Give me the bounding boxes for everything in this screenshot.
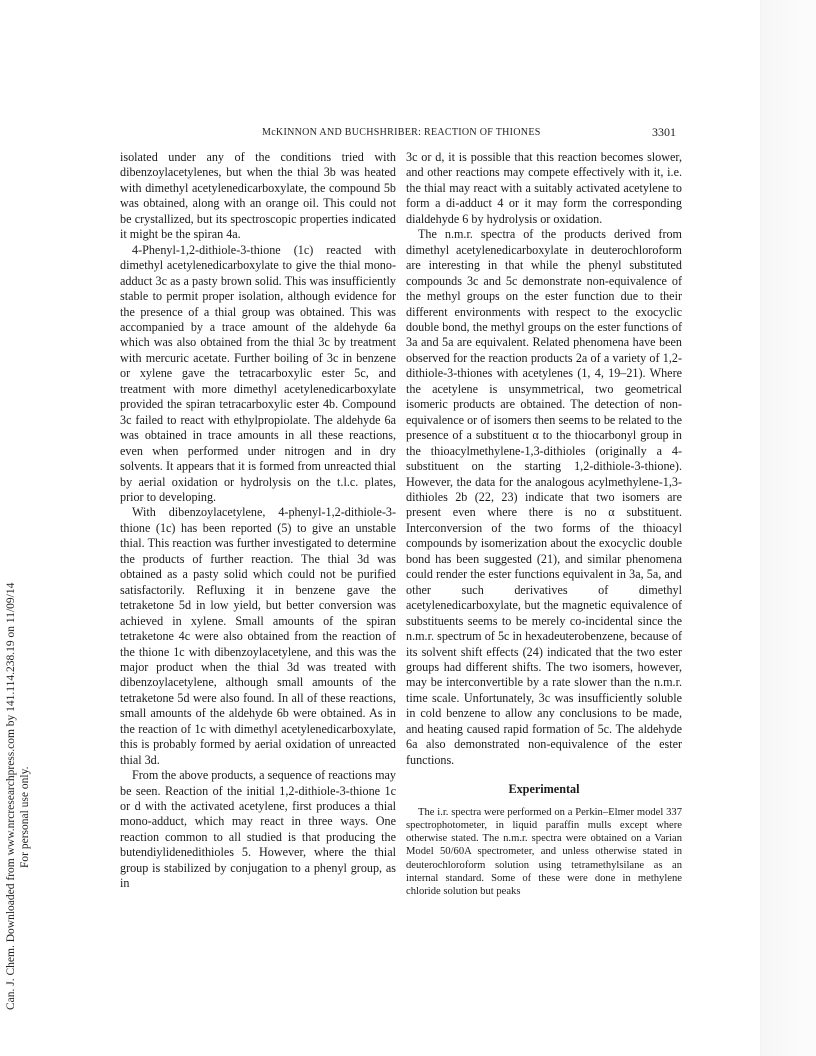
paragraph: From the above products, a sequence of reactions may be seen. Reaction of the initial 1,2-dithiole-3-thione 1c or d with the activated acetylene, first produces a thial mono-adduct, which may react in three ways. One reaction common to all studied is that producing the butendiylidenedithioles 5. However, where the thial group is stabilized by conjugation to a phenyl group, as in xyxy=(120,768,396,891)
paragraph: With dibenzoylacetylene, 4-phenyl-1,2-dithiole-3-thione (1c) has been reported (5) to give an unstable thial. This reaction was further investigated to determine the products of further reaction. The thial 3d was obtained as a pasty solid which could not be purified satisfactorily. Refluxing it in benzene gave the tetraketone 5d in low yield, but better conversion was achieved in xylene. Small amounts of the spiran tetraketone 4c were also obtained from the reaction of the thione 1c with dibenzoylacetylene, and this was the major product when the thial 3d was treated with dibenzoylacetylene, although small amounts of the tetraketone 5d were also found. In all of these reactions, small amounts of the aldehyde 6b were obtained. As in the reaction of 1c with dimethyl acetylenedicarboxylate, this is probably formed by aerial oxidation of unreacted thial 3d. xyxy=(120,505,396,767)
paragraph: isolated under any of the conditions tried with dibenzoylacetylenes, but when the thial 3b was heated with dimethyl acetylenedicarboxylate, the compound 5b was obtained, along with an orange oil. This could not be crystallized, but its spectroscopic properties indicated it might be the spiran 4a. xyxy=(120,150,396,242)
paragraph: The n.m.r. spectra of the products derived from dimethyl acetylenedicarboxylate in deuterochloroform are interesting in that while the phenyl substituted compounds 3c and 5c demonstrate non-equivalence of the methyl groups on the ester function due to their different environments with respect to the exocyclic double bond, the methyl groups on the ester functions of 3a and 5a are equivalent. Related phenomena have been observed for the reaction products 2a of a variety of 1,2-dithiole-3-thiones with acetylenes (1, 4, 19–21). Where the acetylene is unsymmetrical, two geometrical isomeric products are obtained. The detection of non-equivalence or of isomers then seems to be related to the presence of a substituent α to the thiocarbonyl group in the thioacylmethylene-1,3-dithioles (originally a 4-substituent on the starting 1,2-dithiole-3-thione). However, the data for the analogous acylmethylene-1,3-dithioles 2b (22, 23) indicate that two isomers are present even where there is no α substituent. Interconversion of the two forms of the thioacyl compounds by isomerization about the exocyclic double bond has been suggested (21), and similar phenomena could render the ester functions equivalent in 3a, 5a, and other such derivatives of dimethyl acetylenedicarboxylate, but the magnetic equivalence of substituents seems to be merely co-incidental since the n.m.r. spectrum of 5c in hexadeuterobenzene, because of its solvent shift effects (24) indicated that the two ester groups had different shifts. The two isomers, however, may be interconvertible by a rate slower than the n.m.r. time scale. Unfortunately, 3c was insufficiently soluble in cold benzene to allow any conclusions to be made, and heating caused rapid formation of 5c. The aldehyde 6a also demonstrated non-equivalence of the ester functions. xyxy=(406,227,682,767)
running-head: McKINNON AND BUCHSHRIBER: REACTION OF THIONES xyxy=(262,127,541,138)
paragraph: 4-Phenyl-1,2-dithiole-3-thione (1c) reacted with dimethyl acetylenedicarboxylate to give the thial mono-adduct 3c as a pasty brown solid. This was insufficiently stable to permit proper isolation, although evidence for the presence of a thial group was obtained. This was accompanied by a trace amount of the aldehyde 6a which was also obtained from the thial 3c by treatment with mercuric acetate. Further boiling of 3c in benzene or xylene gave the tetracarboxylic ester 5c, and treatment with more dimethyl acetylenedicarboxylate provided the spiran tetracarboxylic ester 4b. Compound 3c failed to react with ethylpropiolate. The aldehyde 6a was obtained in trace amounts in all these reactions, even when performed under nitrogen and in dry solvents. It appears that it is formed from unreacted thial by aerial oxidation or hydrolysis on the t.l.c. plates, prior to developing. xyxy=(120,242,396,504)
right-column xyxy=(406,150,682,899)
page-number: 3301 xyxy=(652,125,676,139)
experimental-paragraph: The i.r. spectra were performed on a Perkin–Elmer model 337 spectrophotometer, in liquid paraffin mulls except where otherwise stated. The n.m.r. spectra were obtained on a Varian Model 50/60A spectrometer, and unless otherwise stated in deuterochloroform solution using tetramethylsilane as an internal standard. Some of these were done in methylene chloride solution but peaks xyxy=(406,806,682,898)
section-heading-experimental: Experimental xyxy=(508,782,580,797)
download-margin-note xyxy=(4,583,32,1010)
page-edge-shadow xyxy=(760,0,816,1056)
download-note-line: Can. J. Chem. Downloaded from www.nrcresearchpress.com by 141.114.238.19 on 11/09/14 xyxy=(5,582,17,1010)
paragraph: 3c or d, it is possible that this reaction becomes slower, and other reactions may compete effectively with it, i.e. the thial may react with a suitably activated acetylene to form a di-adduct 4 or it may form the corresponding dialdehyde 6 by hydrolysis or oxidation. xyxy=(406,150,682,226)
personal-use-note: For personal use only. xyxy=(19,766,31,868)
left-column xyxy=(120,150,396,892)
